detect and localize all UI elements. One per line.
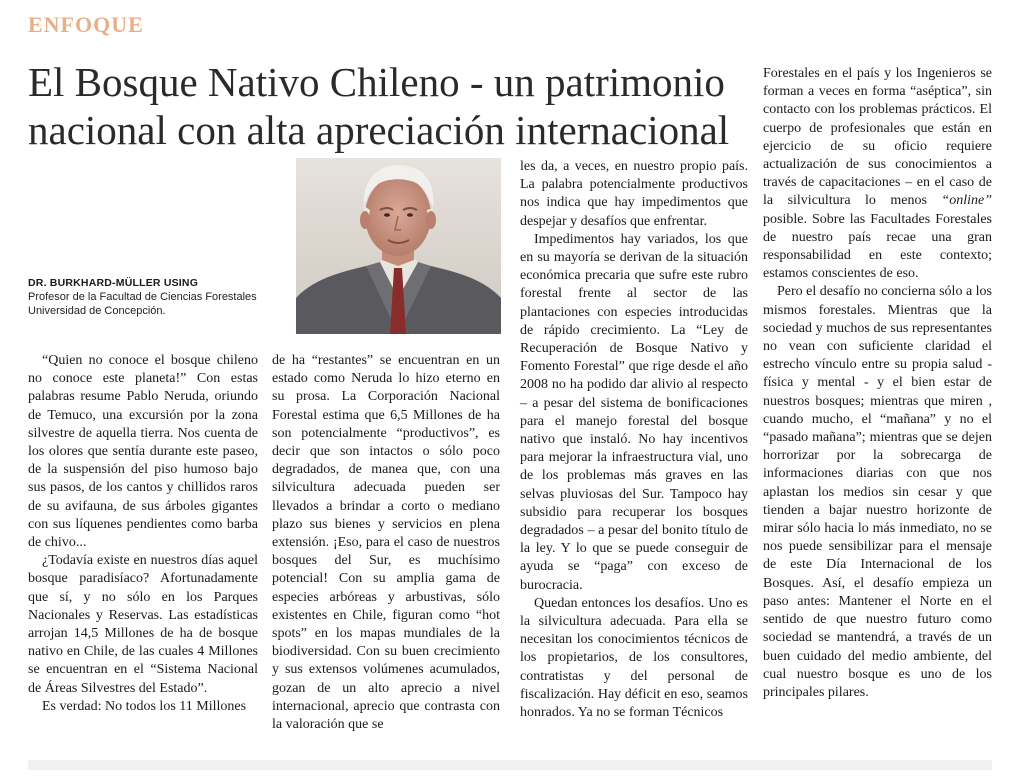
author-portrait bbox=[296, 158, 501, 334]
article-headline: El Bosque Nativo Chileno - un patrimonio nacional con alta apreciación internacional bbox=[28, 59, 730, 153]
text-run: posible. Sobre las Facultades Forestales de nuestro país recae una gran responsabilidad en este contexto; estamos conscientes de eso. bbox=[763, 211, 992, 282]
text-column-3 bbox=[520, 158, 748, 722]
paragraph: Impedimentos hay variados, los que en su mayoría se derivan de la situación económica precaria que sufre este rubro forestal frente al sector de las plantaciones con especies introducidas de rápido crecimiento. La “Ley de Recuperación de Bosque Nativo y Fomento Forestal” que rige desde el año 2008 no ha podido dar alivio al respecto – a pesar del sistema de bonificaciones para el manejo forestal del bosque nativo que instaló. No hay incentivos para mejorar la infraestructura vial, uno de los problemas más graves en las selvas pluviosas del Sur. Tampoco hay subsidio para recuperar los bosques degradados – a pesar del bonito título de la ley. Y lo que se puede conseguir de ayuda se “paga” con exceso de burocracia. bbox=[520, 231, 748, 593]
author-role-line2: Universidad de Concepción. bbox=[28, 305, 166, 317]
text-column-4 bbox=[763, 65, 992, 702]
paragraph bbox=[763, 65, 992, 283]
bottom-rule bbox=[28, 760, 992, 770]
paragraph: ¿Todavía existe en nuestros días aquel bosque paradisíaco? Afortunadamente que sí, y no sólo en los Parques Nacionales y Reservas. Las estadísticas arrojan 14,5 Millones de ha de bosque nativo en Chile, de las cuales 4 Millones se encuentran en el “Sistema Nacional de Áreas Silvestres del Estado”. bbox=[28, 553, 258, 696]
byline bbox=[28, 276, 293, 318]
paragraph: Pero el desafío no concierna sólo a los mismos forestales. Mientras que la sociedad y muchos de sus representantes no vean con suficiente claridad el estrecho vínculo entre su propia salud - física y mental - y el bien estar de nuestros bosques; mientras que miren , cuando mucho, el “mañana” y no el “pasado mañana”; mientras que se dejen horrorizar por la sobrecarga de informaciones diarias con que nos aplastan los medios sin cesar y que tienden a bajar nuestro horizonte de mirar sólo hacia lo más inmediato, no se nos puede sensibilizar para el mensaje de este Día Internacional de los Bosques. Así, el desafío empieza un paso antes: Mantener el Norte en el sentido de que nuestro futuro como sociedad se mantendrá, a través de un buen cuidado del medio ambiente, del cual nuestro bosque es uno de los principales pilares. bbox=[763, 284, 992, 700]
paragraph: de ha “restantes” se encuentran en un estado como Neruda lo hizo eterno en su prosa. La Corporación Nacional Forestal estima que 6,5 Millones de ha son potencialmente “productivos”, es decir que son intactos o sólo poco degradados, de manea que, con una silvicultura adecuada pueden ser llevados a brindar a corto o mediano plazo sus bienes y servicios en plena extensión. ¡Eso, para el caso de nuestros bosques del Sur, es muchísimo potencial! Con su amplia gama de especies arbóreas y arbustivas, sólo existentes en Chile, figuran como “hot spots” en los mapas mundiales de la biodiversidad. Con su buen crecimiento y sus extensos volúmenes acumulados, gozan de un alto aprecio a nivel internacional, aprecio que contrasta con la valoración que se bbox=[272, 353, 500, 733]
text-run: Forestales en el país y los Ingenieros se forman a veces en forma “aséptica”, sin contacto con los problemas prácticos. El cuerpo de profesionales que están en ejercicio de su oficio requiere actualización de sus conocimientos a través de capacitaciones – en el caso de la silvicultura lo menos bbox=[763, 66, 992, 209]
text-column-1 bbox=[28, 352, 258, 716]
section-label: ENFOQUE bbox=[28, 12, 144, 37]
text-column-2 bbox=[272, 352, 500, 734]
emphasis-online: “online” bbox=[941, 193, 992, 209]
author-name: DR. BURKHARD-MÜLLER USING bbox=[28, 277, 199, 289]
paragraph: Quedan entonces los desafíos. Uno es la silvicultura adecuada. Para ella se necesitan los conocimientos técnicos de los propietarios, de los consultores, contratistas y del personal de fiscalización. Hay déficit en eso, seamos honrados. Ya no se forman Técnicos bbox=[520, 595, 748, 721]
paragraph: les da, a veces, en nuestro propio país. La palabra potencialmente productivos nos indica que hay impedimentos que despejar y desafíos que enfrentar. bbox=[520, 159, 748, 229]
author-role-line1: Profesor de la Facultad de Ciencias Forestales bbox=[28, 291, 257, 303]
paragraph: Es verdad: No todos los 11 Millones bbox=[42, 698, 247, 714]
paragraph: “Quien no conoce el bosque chileno no conoce este planeta!” Con estas palabras resume Pablo Neruda, oriundo de Temuco, una excursión por la zona silvestre de aquella tierra. Nos cuenta de los olores que sentía durante este paseo, de la suspensión del piso humoso bajo sus pasos, de los cantos y chillidos raros de su avifauna, de sus árboles gigantes con sus líquenes pendientes como barba de chivo... bbox=[28, 353, 258, 551]
